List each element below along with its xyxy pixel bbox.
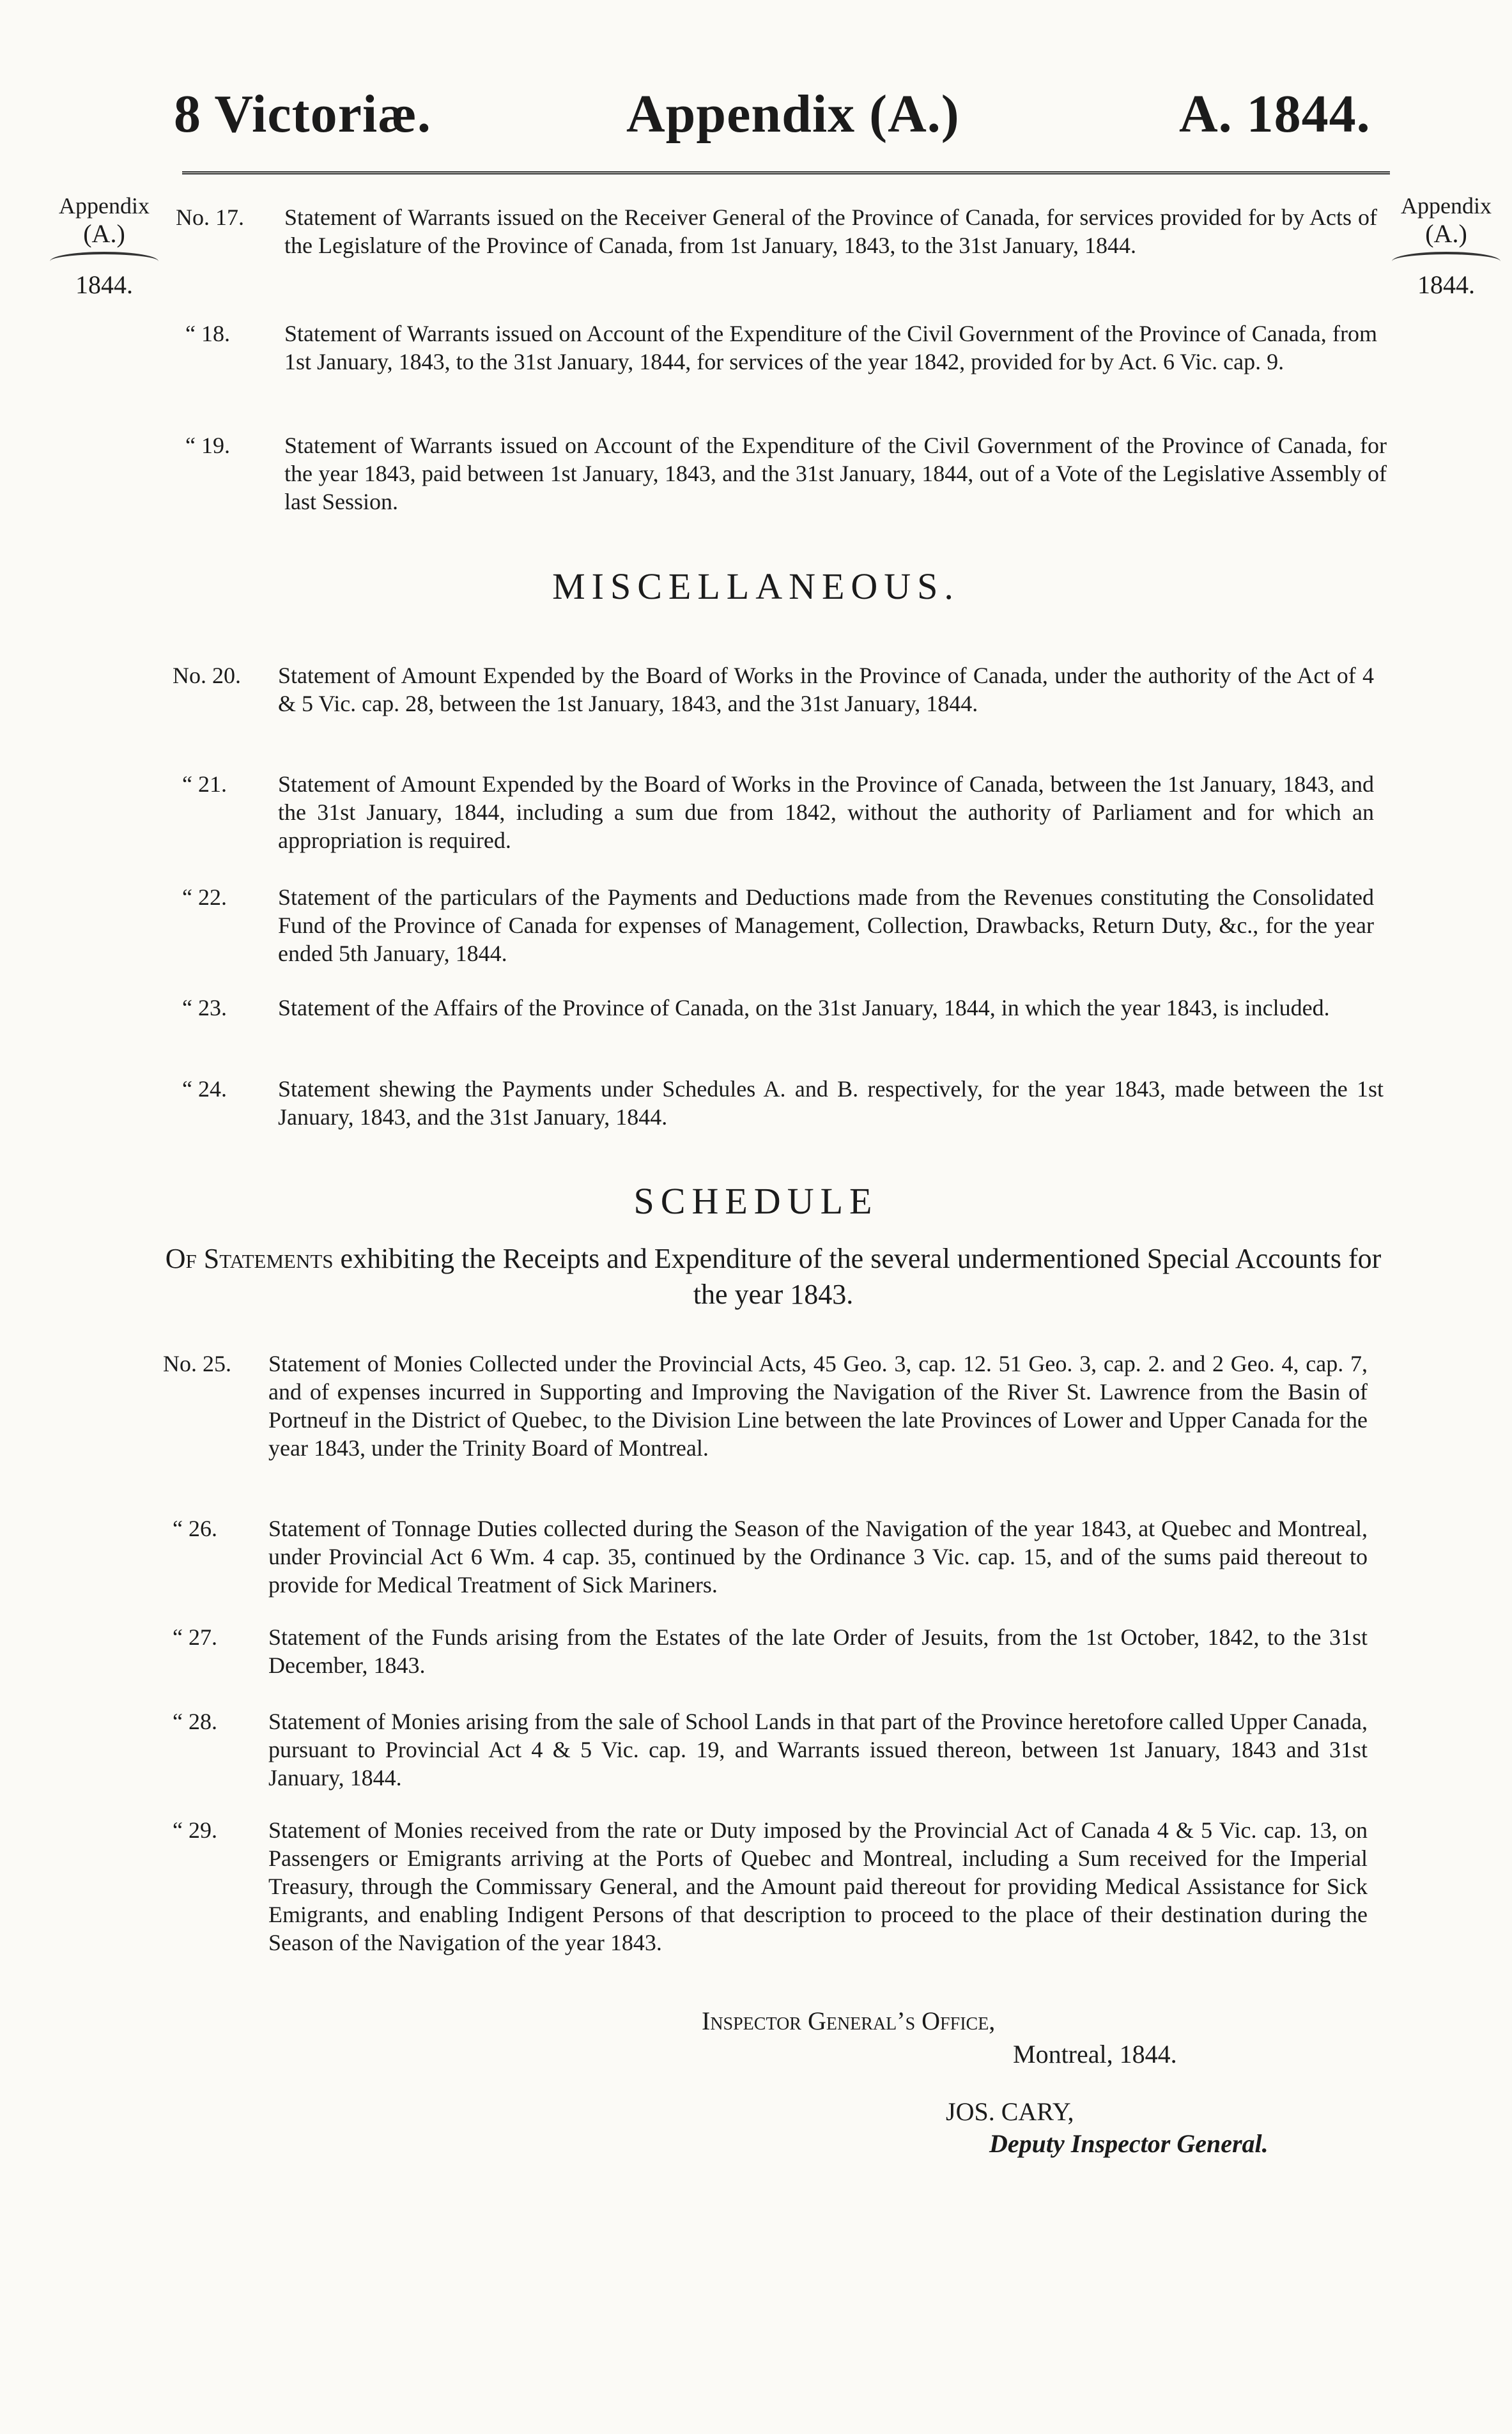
signature-office: Inspector General’s Office, [702,2007,996,2035]
entry-number: “ 29. [173,1817,217,1843]
header-session: 8 Victoriæ. [174,84,431,144]
entry-text: Statement of Amount Expended by the Board of Works in the Province of Canada, between the 1st January, 1843, and the 31st January, 1844, including a sum due from 1842, without the authority of Parliament and for which an appropriation is required. [278,771,1374,853]
margin-note-appendix: (A.) [83,219,125,248]
header-title: Appendix (A.) [626,84,960,144]
margin-note-left [43,192,165,299]
entry-number: “ 18. [185,321,230,346]
statement-entry-29 [173,1816,1368,1957]
entry-number: “ 21. [182,771,227,797]
entry-number: “ 23. [182,995,227,1021]
entry-text: Statement of Warrants issued on the Receiver General of the Province of Canada, for services provided for by Acts of the Legislature of the Province of Canada, from 1st January, 1843, to the 31st January, 1844. [284,204,1377,258]
entry-text: Statement of the Affairs of the Province of Canada, on the 31st January, 1844, in which the year 1843, is included. [278,995,1330,1021]
signature-name: JOS. CARY, [946,2097,1074,2126]
header-year: A. 1844. [1179,84,1371,144]
entry-number: “ 28. [173,1709,217,1734]
entry-text: Statement of Monies arising from the sale of School Lands in that part of the Province heretofore called Upper Canada, pursuant to Provincial Act 4 & 5 Vic. cap. 19, and Warrants issued thereon, between 1st January, 1843 and 31st January, 1844. [268,1709,1368,1791]
margin-note-year: 1844. [1417,270,1475,299]
statement-entry-24 [182,1075,1384,1131]
entry-number: No. 20. [173,663,241,688]
entry-number: “ 27. [173,1624,217,1650]
entry-text: Statement shewing the Payments under Schedules A. and B. respectively, for the year 1843, made between the 1st January, 1843, and the 31st January, 1844. [278,1076,1384,1130]
entry-text: Statement of Amount Expended by the Board of Works in the Province of Canada, under the authority of the Act of 4 & 5 Vic. cap. 28, between the 1st January, 1843, and the 31st January, 1844. [278,663,1374,716]
subtitle-text: exhibiting the Receipts and Expenditure of the several undermentioned Special Accounts for the year 1843. [340,1243,1382,1310]
statement-entry-17 [176,203,1377,259]
signature-title: Deputy Inspector General. [989,2129,1269,2158]
statement-entry-19 [185,431,1387,516]
statement-entry-22 [182,883,1374,967]
statement-entry-25 [163,1350,1368,1462]
margin-note-appendix: (A.) [1425,219,1467,248]
entry-text: Statement of Tonnage Duties collected during the Season of the Navigation of the year 1843, at Quebec and Montreal, under Provincial Act 6 Wm. 4 cap. 35, continued by the Ordinance 3 Vic. cap. 15, and of the sums paid thereout to provide for Medical Treatment of Sick Mariners. [268,1516,1368,1598]
entry-number: “ 19. [185,433,230,458]
entry-number: No. 25. [163,1351,231,1376]
entry-text: Statement of Monies received from the rate or Duty imposed by the Provincial Act of Canada 4 & 5 Vic. cap. 13, on Passengers or Emigrants arriving at the Ports of Quebec and Montreal, including a Sum received for the Imperial Treasury, through the Commissary General, and the Amount paid thereout for providing Medical Assistance for Sick Emigrants, and enabling Indigent Persons of that description to proceed to the place of their destination during the Season of the Navigation of the year 1843. [268,1817,1368,1955]
entry-text: Statement of the particulars of the Payments and Deductions made from the Revenues constituting the Consolidated Fund of the Province of Canada for expenses of Management, Collection, Drawbacks, Return Duty, &c., for the year ended 5th January, 1844. [278,884,1374,966]
signature-place: Montreal, 1844. [1013,2040,1177,2068]
brace-divider [50,252,158,271]
section-title-schedule: SCHEDULE [633,1180,879,1222]
margin-note-year: 1844. [75,270,133,299]
schedule-subtitle [153,1241,1393,1313]
margin-note-label: Appendix [59,193,150,219]
statement-entry-18 [185,320,1377,376]
statement-entry-23 [182,994,1374,1022]
section-title-miscellaneous: MISCELLANEOUS. [552,566,960,607]
entry-text: Statement of Monies Collected under the Provincial Acts, 45 Geo. 3, cap. 12. 51 Geo. 3, cap. 2. and 2 Geo. 4, cap. 7, and of expenses incurred in Supporting and Improving the Navigation of the River St. Lawrence from the Basin of Portneuf in the District of Quebec, to the Division Line between the late Provinces of Lower and Upper Canada for the year 1843, under the Trinity Board of Montreal. [268,1351,1368,1461]
header-rule [182,171,1390,178]
statement-entry-26 [173,1514,1368,1599]
statement-entry-21 [182,770,1374,854]
entry-number: “ 26. [173,1516,217,1541]
subtitle-lead: Of Statements [165,1243,334,1274]
statement-entry-20 [173,661,1374,718]
margin-note-right [1385,192,1507,299]
statement-entry-27 [173,1623,1368,1679]
entry-text: Statement of the Funds arising from the Estates of the late Order of Jesuits, from the 1st October, 1842, to the 31st December, 1843. [268,1624,1368,1678]
entry-text: Statement of Warrants issued on Account of the Expenditure of the Civil Government of the Province of Canada, from 1st January, 1843, to the 31st January, 1844, for services of the year 1842, provided for by Act. 6 Vic. cap. 9. [284,321,1377,374]
margin-note-label: Appendix [1401,193,1492,219]
entry-text: Statement of Warrants issued on Account of the Expenditure of the Civil Government of the Province of Canada, for the year 1843, paid between 1st January, 1843, and the 31st January, 1844, out of a Vote of the Legislative Assembly of last Session. [284,433,1387,514]
brace-divider [1392,252,1500,271]
entry-number: “ 22. [182,884,227,910]
entry-number: “ 24. [182,1076,227,1102]
statement-entry-28 [173,1707,1368,1792]
entry-number: No. 17. [176,204,244,230]
